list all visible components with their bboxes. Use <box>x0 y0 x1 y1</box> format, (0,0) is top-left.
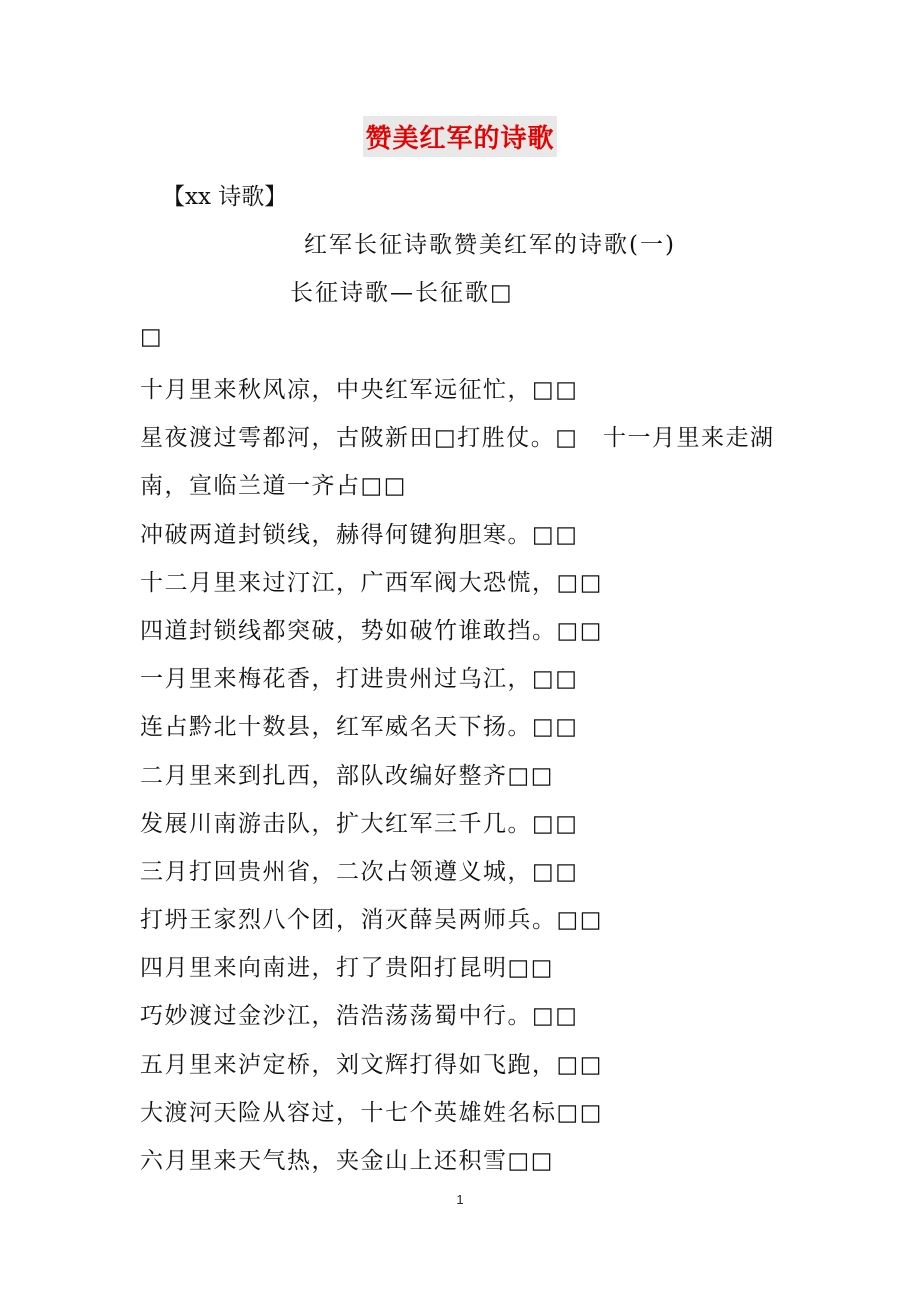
poem-line: 发展川南游击队，扩大红军三千几。□□ <box>140 810 579 837</box>
category-tag: 【xx 诗歌】 <box>162 184 288 210</box>
poem-subheading: 长征诗歌—长征歌□ <box>290 280 514 306</box>
document-title-wrap <box>0 116 920 157</box>
poem-line: 十二月里来过汀江，广西军阀大恐慌，□□ <box>140 569 603 596</box>
poem-line: 三月打回贵州省，二次占领遵义城，□□ <box>140 858 579 885</box>
poem-line: 四月里来向南进，打了贵阳打昆明□□ <box>140 955 554 982</box>
poem-line: 大渡河天险从容过，十七个英雄姓名标□□ <box>140 1099 603 1126</box>
poem-line: 巧妙渡过金沙江，浩浩荡荡蜀中行。□□ <box>140 1003 579 1030</box>
page-number: 1 <box>456 1192 464 1207</box>
poem-line: 六月里来天气热，夹金山上还积雪□□ <box>140 1148 554 1174</box>
poem-line: 星夜渡过雩都河，古陂新田□打胜仗。□ 十一月里来走湖 <box>140 425 775 452</box>
document-title: 赞美红军的诗歌 <box>363 116 556 157</box>
poem-heading: 红军长征诗歌赞美红军的诗歌(一) <box>304 232 676 258</box>
poem-line: 十月里来秋风凉，中央红军远征忙，□□ <box>140 377 579 403</box>
poem-line: 连占黔北十数县，红军威名天下扬。□□ <box>140 714 579 741</box>
poem-line: 二月里来到扎西，部队改编好整齐□□ <box>140 762 554 789</box>
poem-line: 四道封锁线都突破，势如破竹谁敢挡。□□ <box>140 617 603 644</box>
poem-line: 一月里来梅花香，打进贵州过乌江，□□ <box>140 666 579 693</box>
placeholder-box-line: □ <box>140 324 162 350</box>
poem-line: 五月里来泸定桥，刘文辉打得如飞跑，□□ <box>140 1051 603 1078</box>
poem-body <box>140 370 800 1189</box>
poem-line: 打坍王家烈八个团，消灭薛吴两师兵。□□ <box>140 907 603 934</box>
poem-line: 南，宣临兰道一齐占□□ <box>140 473 407 500</box>
poem-line: 冲破两道封锁线，赫得何键狗胆寒。□□ <box>140 521 579 548</box>
